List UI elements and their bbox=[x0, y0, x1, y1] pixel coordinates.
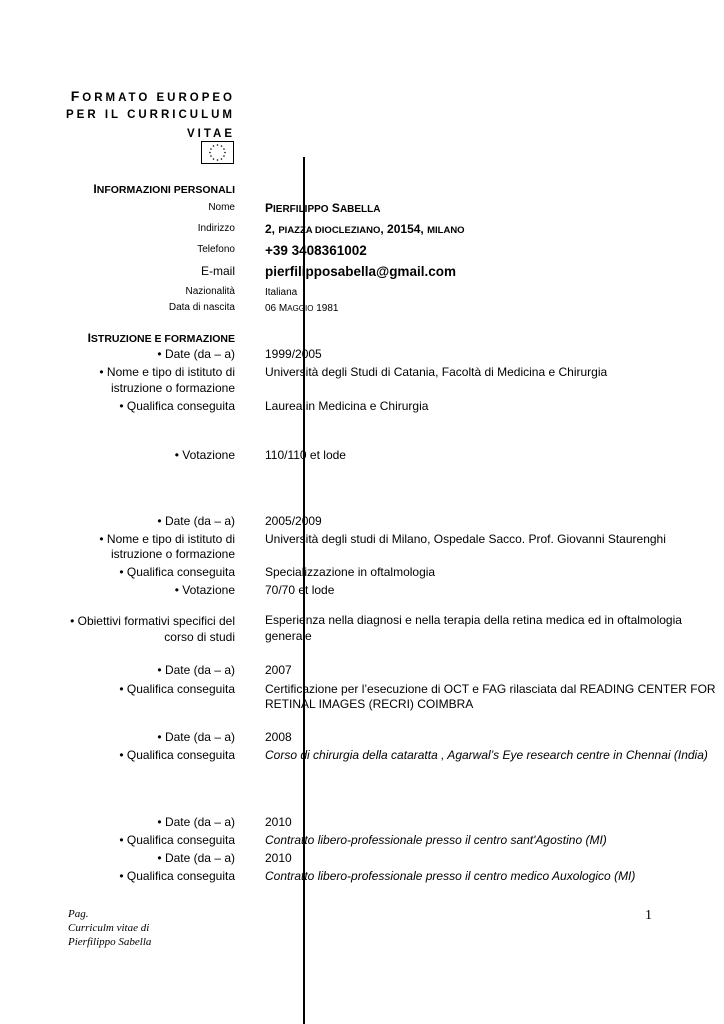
value-qualifica: Laurea in Medicina e Chirurgia bbox=[265, 399, 429, 413]
label-date: • Date (da – a) bbox=[157, 730, 235, 744]
value-date: 2010 bbox=[265, 815, 292, 829]
page-number: 1 bbox=[645, 908, 652, 923]
value-votazione: 70/70 et lode bbox=[265, 583, 335, 597]
footer-cv-of: Curriculm vitae di bbox=[68, 922, 150, 934]
section-education-title: ISTRUZIONE E FORMAZIONE bbox=[87, 331, 235, 345]
label-qualifica: • Qualifica conseguita bbox=[119, 833, 235, 847]
label-indirizzo: Indirizzo bbox=[197, 223, 235, 234]
label-telefono: Telefono bbox=[197, 244, 235, 255]
label-date: • Date (da – a) bbox=[157, 514, 235, 528]
value-votazione: 110/110 et lode bbox=[265, 448, 346, 462]
cv-title-line2: PER IL CURRICULUM bbox=[66, 109, 235, 121]
value-nazionalita: Italiana bbox=[265, 287, 298, 298]
value-date: 2007 bbox=[265, 663, 292, 677]
cv-title-line3: VITAE bbox=[186, 128, 235, 140]
section-personal-title: INFORMAZIONI PERSONALI bbox=[93, 182, 235, 196]
label-obiettivi: • Obiettivi formativi specifici del bbox=[70, 614, 235, 628]
label-nome: Nome bbox=[208, 202, 235, 213]
label-date: • Date (da – a) bbox=[157, 851, 235, 865]
label-obiettivi-2: corso di studi bbox=[164, 630, 235, 644]
value-date: 2008 bbox=[265, 730, 292, 744]
value-qualifica-2: RETINAL IMAGES (RECRI) COIMBRA bbox=[265, 697, 474, 711]
label-votazione: • Votazione bbox=[174, 448, 235, 462]
value-obiettivi-2: generale bbox=[265, 629, 312, 643]
value-indirizzo: 2, PIAZZA DIOCLEZIANO, 20154, MILANO bbox=[265, 222, 465, 236]
label-istituto: • Nome e tipo di istituto di bbox=[99, 365, 235, 379]
value-istituto: Università degli studi di Milano, Ospedale Sacco. Prof. Giovanni Staurenghi bbox=[265, 532, 666, 546]
label-qualifica: • Qualifica conseguita bbox=[119, 399, 235, 413]
value-nome: PIERFILIPPO SABELLA bbox=[265, 201, 381, 215]
label-qualifica: • Qualifica conseguita bbox=[119, 682, 235, 696]
label-votazione: • Votazione bbox=[174, 583, 235, 597]
eu-flag-icon bbox=[201, 141, 234, 164]
label-data-nascita: Data di nascita bbox=[168, 302, 235, 313]
value-qualifica: Corso di chirurgia della cataratta , Agarwal’s Eye research centre in Chennai (India) bbox=[265, 748, 708, 762]
label-qualifica: • Qualifica conseguita bbox=[119, 869, 235, 883]
value-qualifica: Certificazione per l’esecuzione di OCT e FAG rilasciata dal READING CENTER FOR bbox=[265, 682, 716, 696]
label-qualifica: • Qualifica conseguita bbox=[119, 565, 235, 579]
cv-title-line1: FORMATO EUROPEO bbox=[70, 88, 235, 104]
value-qualifica: Contratto libero-professionale presso il centro sant'Agostino (MI) bbox=[265, 833, 607, 847]
value-email: pierfilipposabella@gmail.com bbox=[265, 264, 456, 279]
label-email: E-mail bbox=[200, 264, 235, 278]
label-istituto-2: istruzione o formazione bbox=[110, 381, 235, 395]
footer-name: Pierfilippo Sabella bbox=[68, 936, 152, 948]
label-istituto-2: istruzione o formazione bbox=[110, 547, 235, 561]
value-qualifica: Contratto libero-professionale presso il centro medico Auxologico (MI) bbox=[265, 869, 636, 883]
value-date: 2005/2009 bbox=[265, 514, 322, 528]
label-istituto: • Nome e tipo di istituto di bbox=[99, 532, 235, 546]
value-telefono: +39 3408361002 bbox=[265, 243, 367, 258]
value-date: 1999/2005 bbox=[265, 347, 322, 361]
value-date: 2010 bbox=[265, 851, 292, 865]
value-qualifica: Specializzazione in oftalmologia bbox=[265, 565, 436, 579]
value-istituto: Università degli Studi di Catania, Facoltà di Medicina e Chirurgia bbox=[265, 365, 608, 379]
label-date: • Date (da – a) bbox=[157, 663, 235, 677]
label-qualifica: • Qualifica conseguita bbox=[119, 748, 235, 762]
footer-pag: Pag. bbox=[68, 908, 89, 920]
label-date: • Date (da – a) bbox=[157, 815, 235, 829]
label-date: • Date (da – a) bbox=[157, 347, 235, 361]
value-data-nascita: 06 MAGGIO 1981 bbox=[265, 303, 339, 314]
value-obiettivi: Esperienza nella diagnosi e nella terapia della retina medica ed in oftalmologia bbox=[265, 613, 682, 627]
label-nazionalita: Nazionalità bbox=[185, 286, 235, 297]
